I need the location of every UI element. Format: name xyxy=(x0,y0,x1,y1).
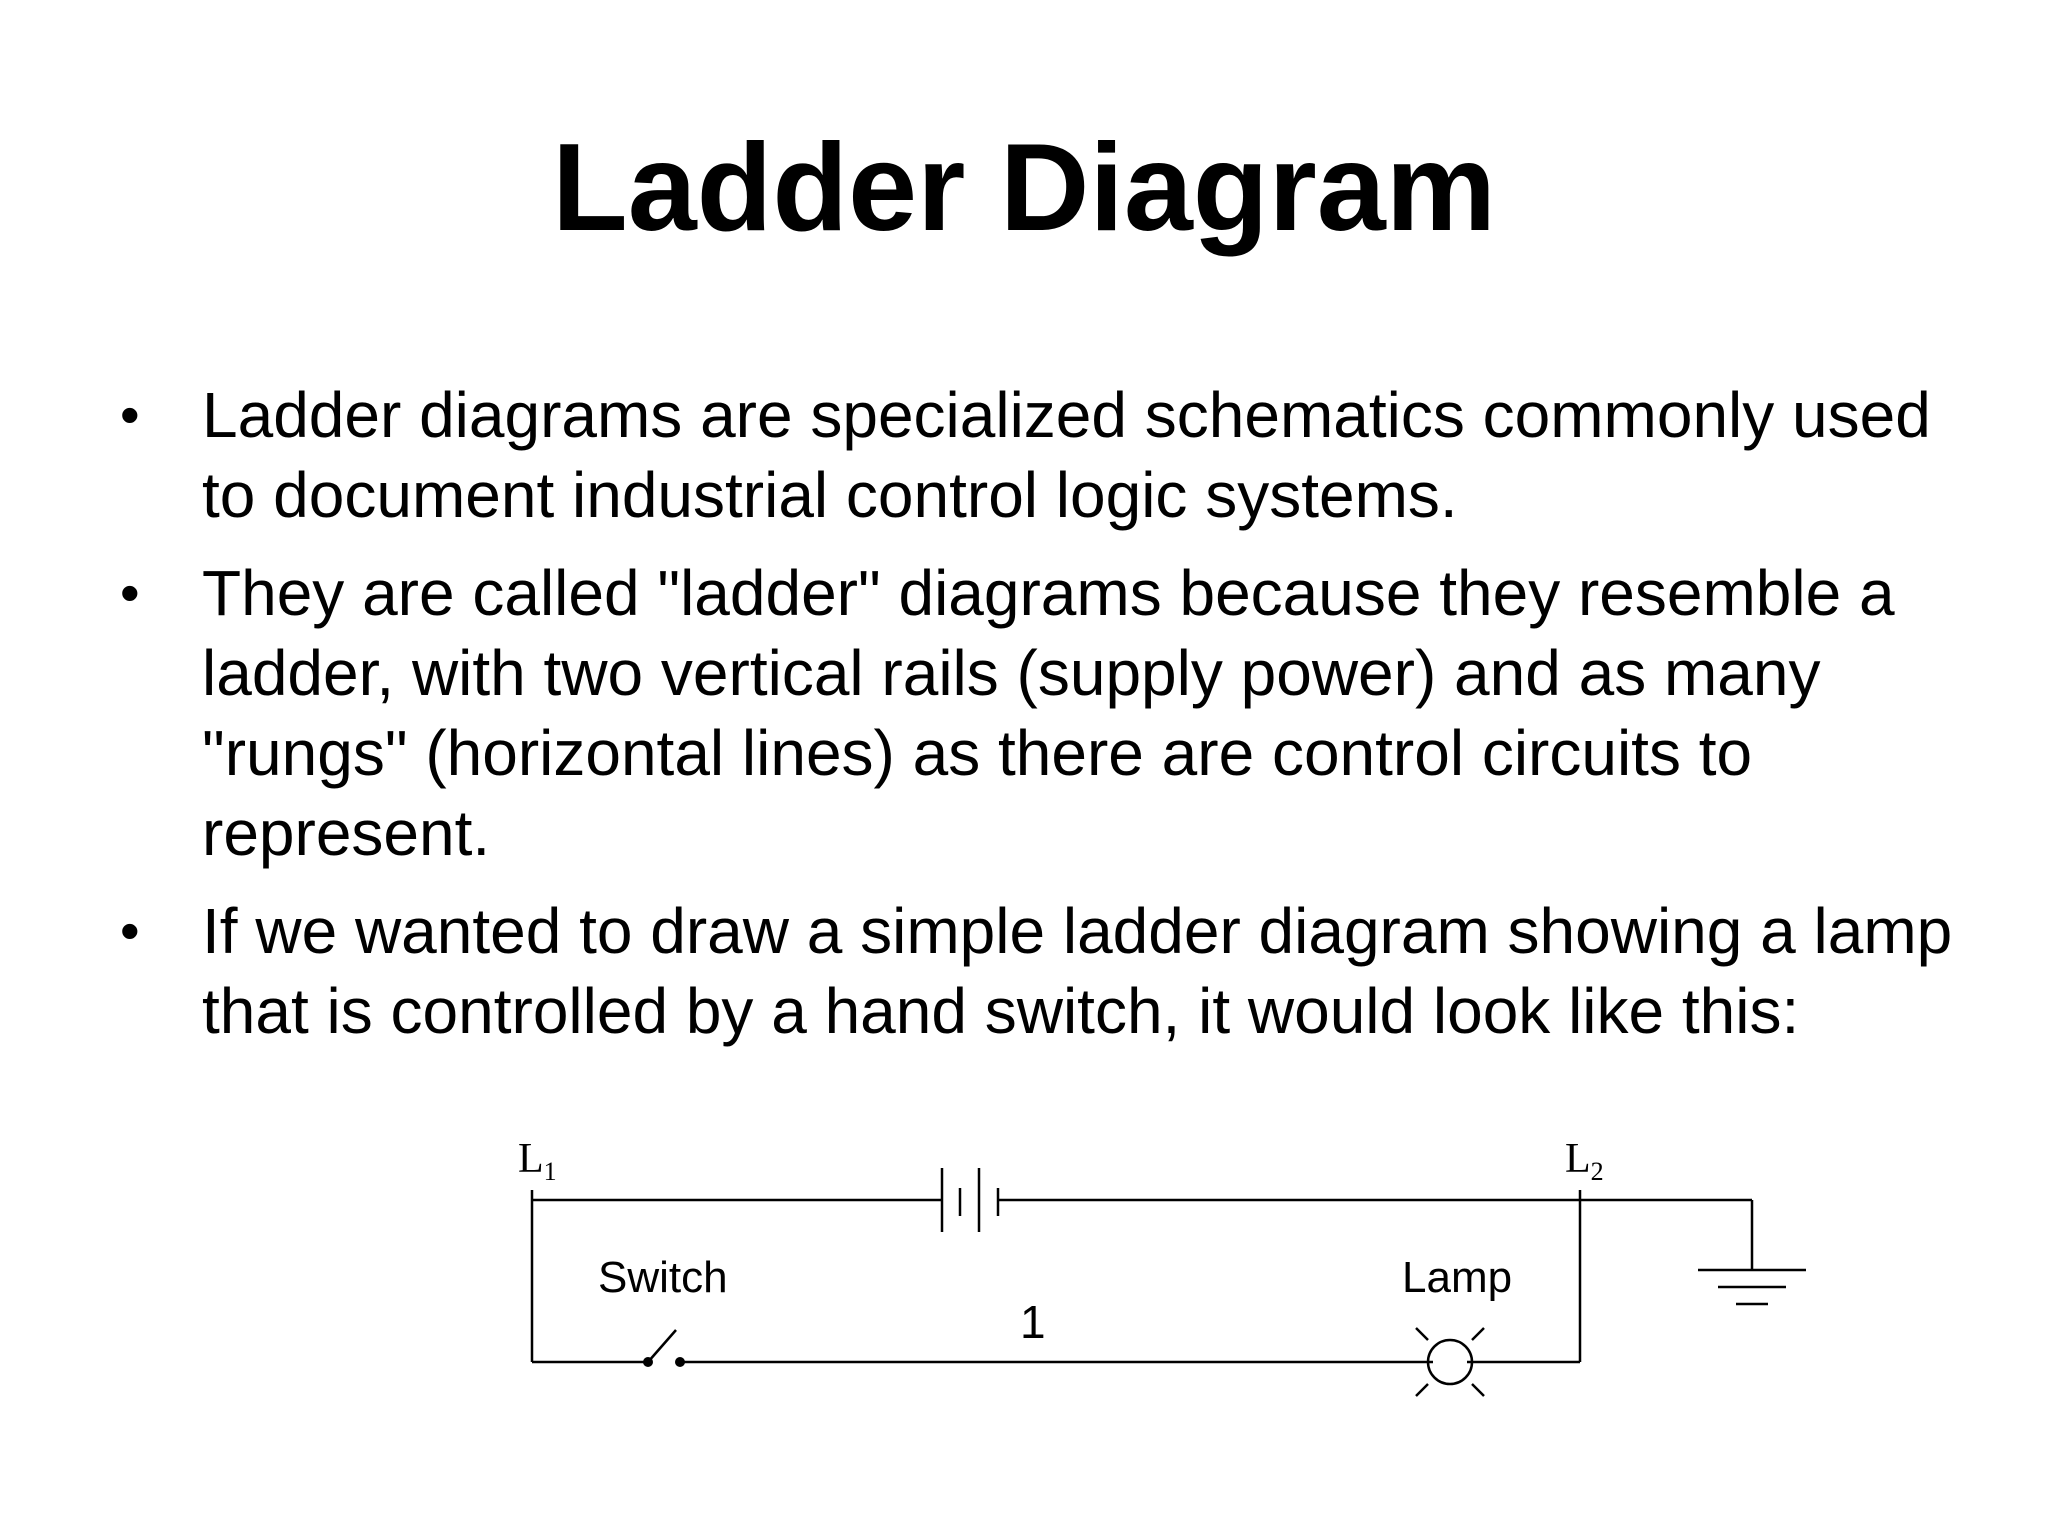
bullet-text: Ladder diagrams are specialized schematics commonly used to document industrial control logic systems. xyxy=(202,379,1931,531)
ladder-diagram xyxy=(480,1130,1840,1430)
switch-label: Switch xyxy=(598,1253,728,1302)
bullet-item xyxy=(120,375,1980,535)
right-rail-subscript: 2 xyxy=(1590,1157,1604,1186)
left-rail-subscript: 1 xyxy=(543,1157,557,1186)
bullet-item xyxy=(120,553,1980,873)
right-rail-label: L2 xyxy=(1565,1136,1604,1186)
left-rail-label: L1 xyxy=(518,1136,557,1186)
ground-icon xyxy=(1698,1270,1806,1304)
bullet-item xyxy=(120,891,1980,1051)
rung-number: 1 xyxy=(1020,1296,1046,1348)
bullet-marker: • xyxy=(120,899,140,962)
slide-title: Ladder Diagram xyxy=(551,119,1497,257)
bullet-text: They are called "ladder" diagrams because they resemble a ladder, with two vertical rails (supply power) and as many "rungs" (horizontal lines) as there are control circuits to represent. xyxy=(202,557,1895,869)
lamp-label: Lamp xyxy=(1402,1253,1513,1302)
battery-symbol xyxy=(942,1168,998,1232)
bullet-list xyxy=(120,375,1980,1069)
bullet-marker: • xyxy=(120,383,140,446)
switch-icon xyxy=(643,1330,685,1367)
bullet-marker: • xyxy=(120,561,140,624)
bullet-text: If we wanted to draw a simple ladder diagram showing a lamp that is controlled by a hand switch, it would look like this: xyxy=(202,895,1953,1047)
